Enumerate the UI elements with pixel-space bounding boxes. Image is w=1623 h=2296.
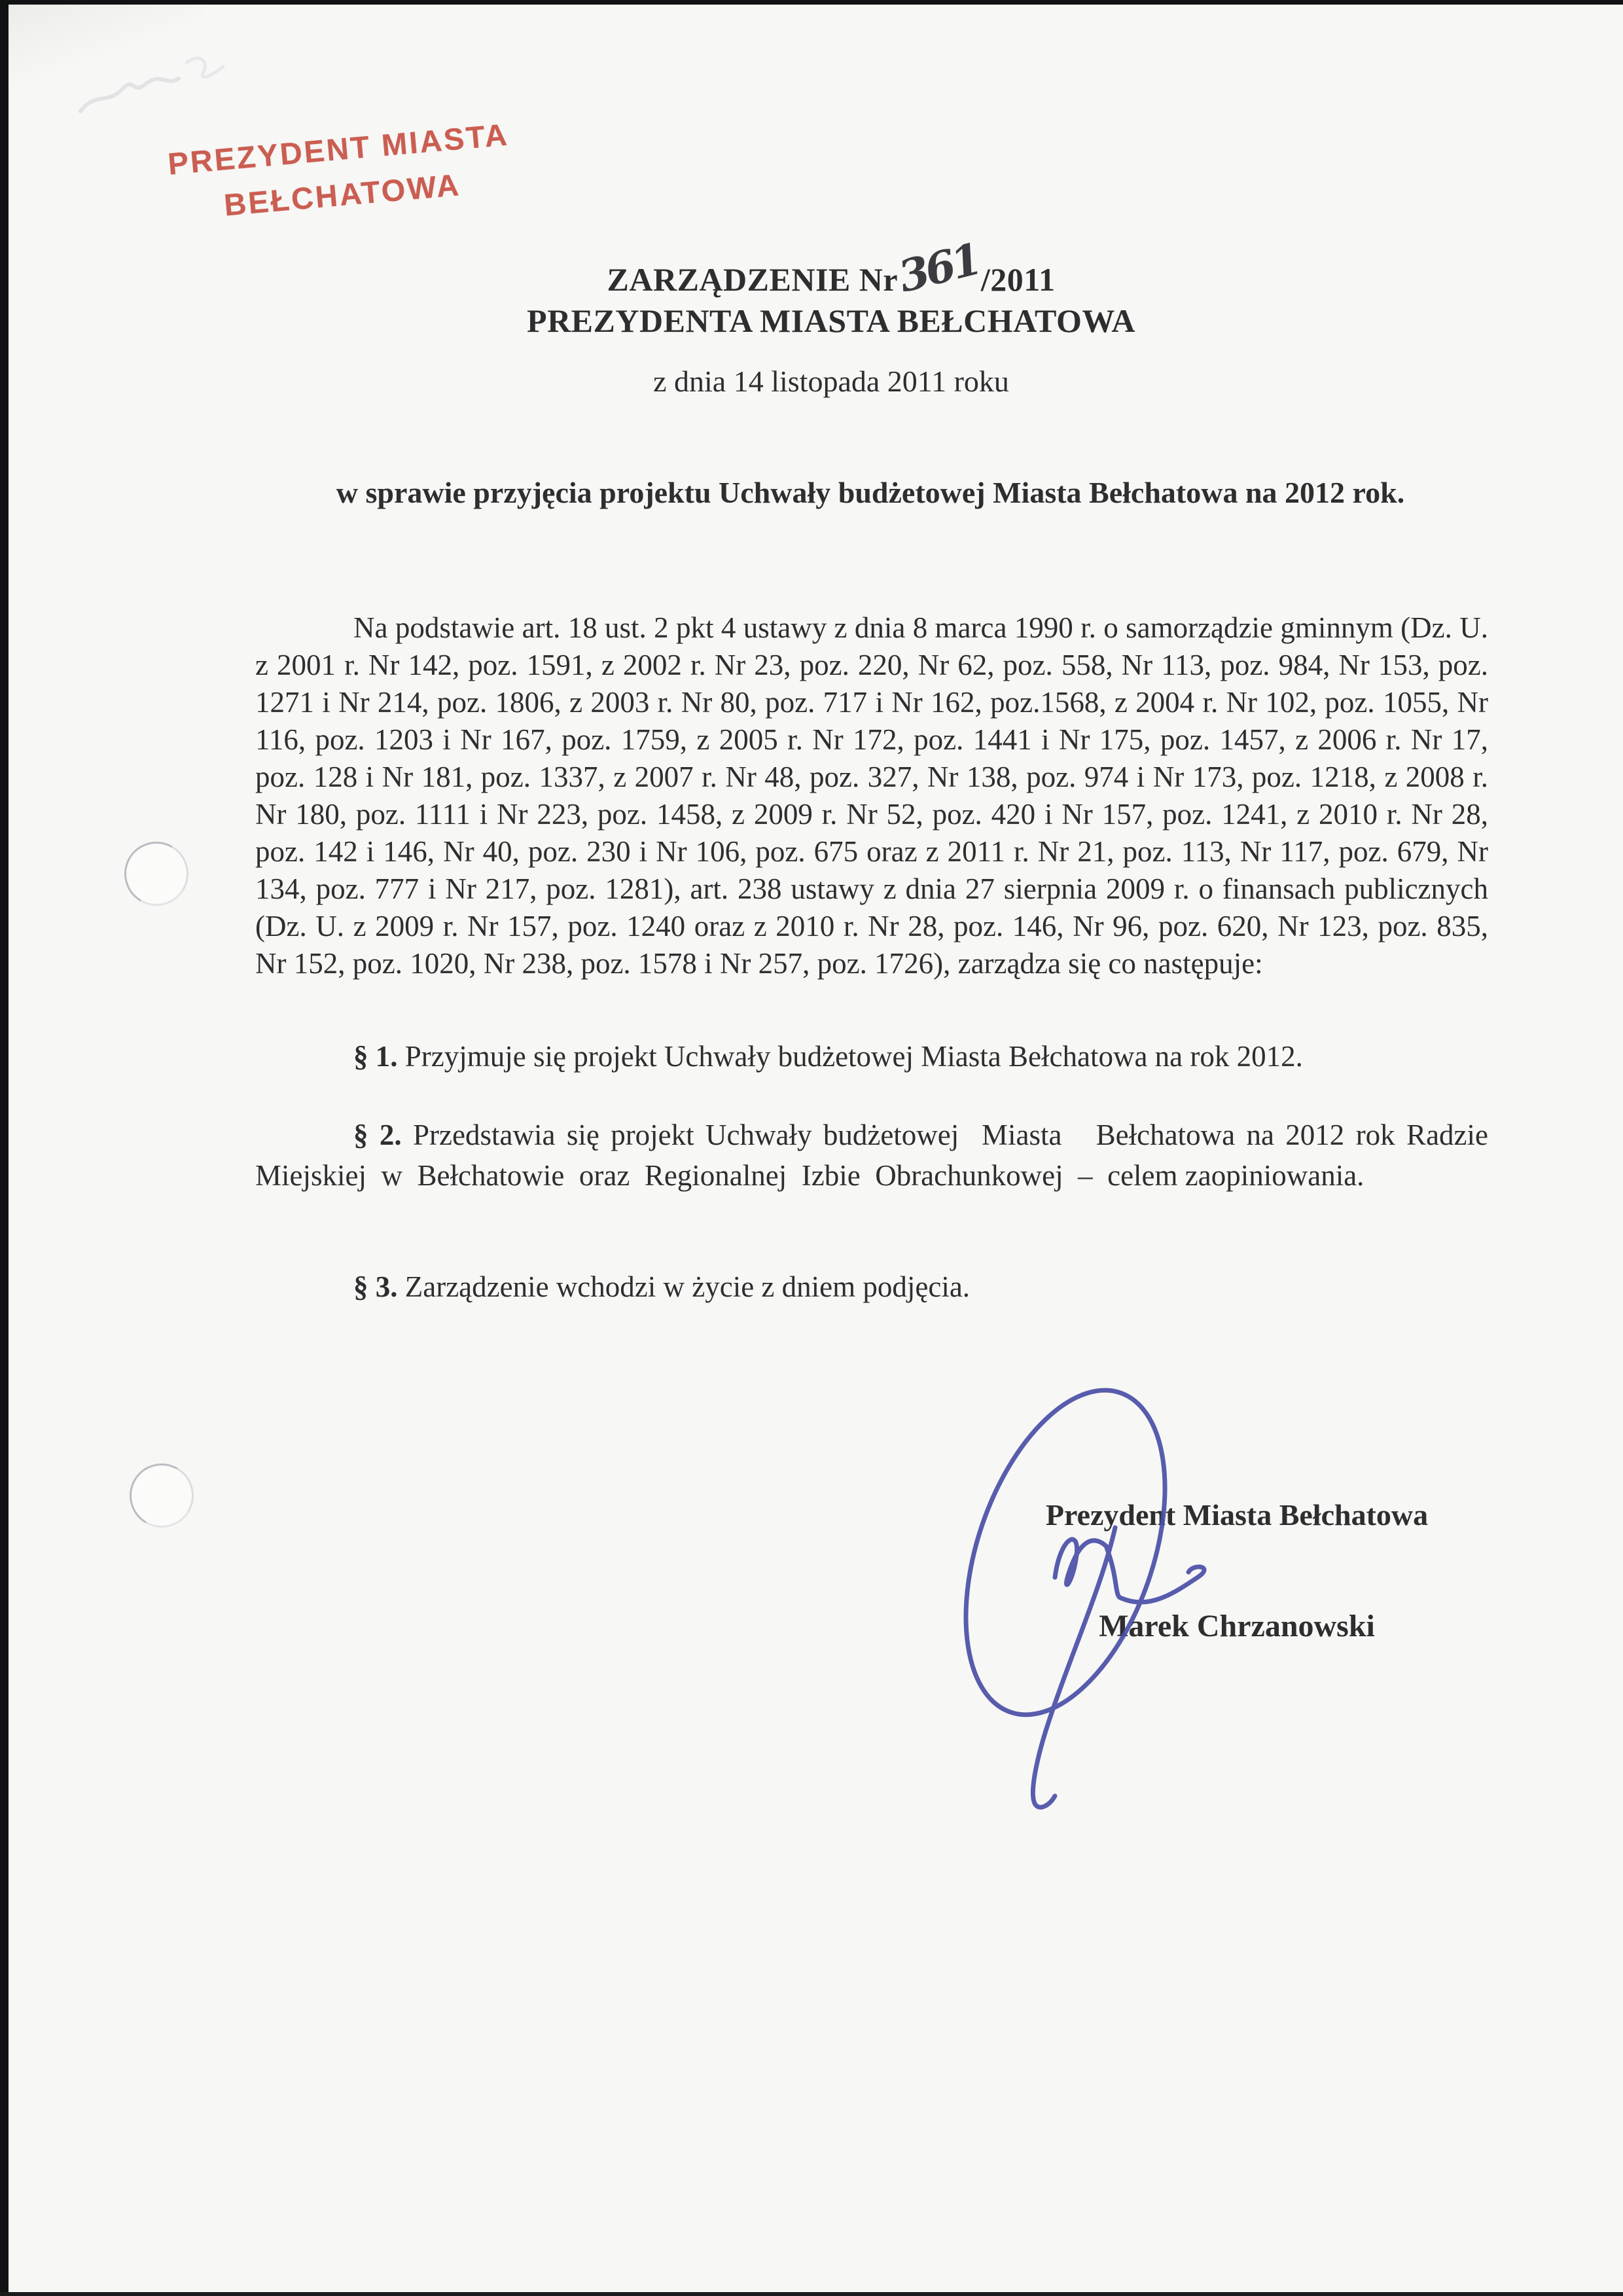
scan-edge-top [0,0,1623,5]
document-title [216,233,1446,342]
section-1-text: Przyjmuje się projekt Uchwały budżetowej Miasta Bełchatowa na rok 2012. [397,1040,1303,1073]
subject-line: w sprawie przyjęcia projektu Uchwały budżetowej Miasta Bełchatowa na 2012 rok. [336,476,1405,509]
section-1-number: § 1. [353,1040,398,1073]
section-paragraph-1 [255,1036,1488,1077]
scan-edge-left [0,0,9,2296]
section-3-text: Zarządzenie wchodzi w życie z dniem podjęcia. [397,1270,971,1303]
date-line: z dnia 14 listopada 2011 roku [653,365,1009,398]
section-paragraph-2 [255,1115,1503,1196]
section-paragraph-3 [255,1266,1488,1307]
section-2-number: § 2. [353,1119,402,1151]
stamp-line1: PREZYDENT MIASTA [166,117,510,181]
signer-title: Prezydent Miasta Bełchatowa [1045,1498,1429,1532]
scan-edge-bottom [0,2292,1623,2296]
signature-ink [950,1369,1421,1840]
title-line2: PREZYDENTA MIASTA BEŁCHATOWA [527,302,1135,339]
handwritten-ordinance-number: 361 [893,233,984,303]
signer-name: Marek Chrzanowski [1099,1609,1375,1643]
punch-hole-mark [122,1456,201,1535]
title-line1 [216,233,1446,303]
punch-hole-mark [117,834,196,913]
stamp-line2: BEŁCHATOWA [223,167,462,223]
title-line1-prefix: ZARZĄDZENIE Nr [607,261,899,298]
section-3-number: § 3. [353,1270,398,1303]
section-2-text: Przedstawia się projekt Uchwały budżetowej Miasta Bełchatowa na 2012 rok Radzie Miejskiej w Bełchatowie oraz Regionalnej Izbie Obrachunkowej – celem zaopiniowania. [255,1119,1503,1192]
title-line1-suffix: /2011 [980,261,1056,298]
legal-basis-paragraph: Na podstawie art. 18 ust. 2 pkt 4 ustawy z dnia 8 marca 1990 r. o samorządzie gminnym (Dz. U. z 2001 r. Nr 142, poz. 1591, z 2002 r. Nr 23, poz. 220, Nr 62, poz. 558, Nr 113, poz. 984, Nr 153, poz. 1271 i Nr 214, poz. 1806, z 2003 r. Nr 80, poz. 717 i Nr 162, poz.1568, z 2004 r. Nr 102, poz. 1055, Nr 116, poz. 1203 i Nr 167, poz. 1759, z 2005 r. Nr 172, poz. 1441 i Nr 175, poz. 1457, z 2006 r. Nr 17, poz. 128 i Nr 181, poz. 1337, z 2007 r. Nr 48, poz. 327, Nr 138, poz. 974 i Nr 173, poz. 1218, z 2008 r. Nr 180, poz. 1111 i Nr 223, poz. 1458, z 2009 r. Nr 52, poz. 420 i Nr 157, poz. 1241, z 2010 r. Nr 28, poz. 142 i 146, Nr 40, poz. 230 i Nr 106, poz. 675 oraz z 2011 r. Nr 21, poz. 113, Nr 117, poz. 679, Nr 134, poz. 777 i Nr 217, poz. 1281), art. 238 ustawy z dnia 27 sierpnia 2009 r. o finansach publicznych (Dz. U. z 2009 r. Nr 157, poz. 1240 oraz z 2010 r. Nr 28, poz. 146, Nr 96, poz. 620, Nr 123, poz. 835, Nr 152, poz. 1020, Nr 238, poz. 1578 i Nr 257, poz. 1726), zarządza się co następuje: [255,611,1488,980]
